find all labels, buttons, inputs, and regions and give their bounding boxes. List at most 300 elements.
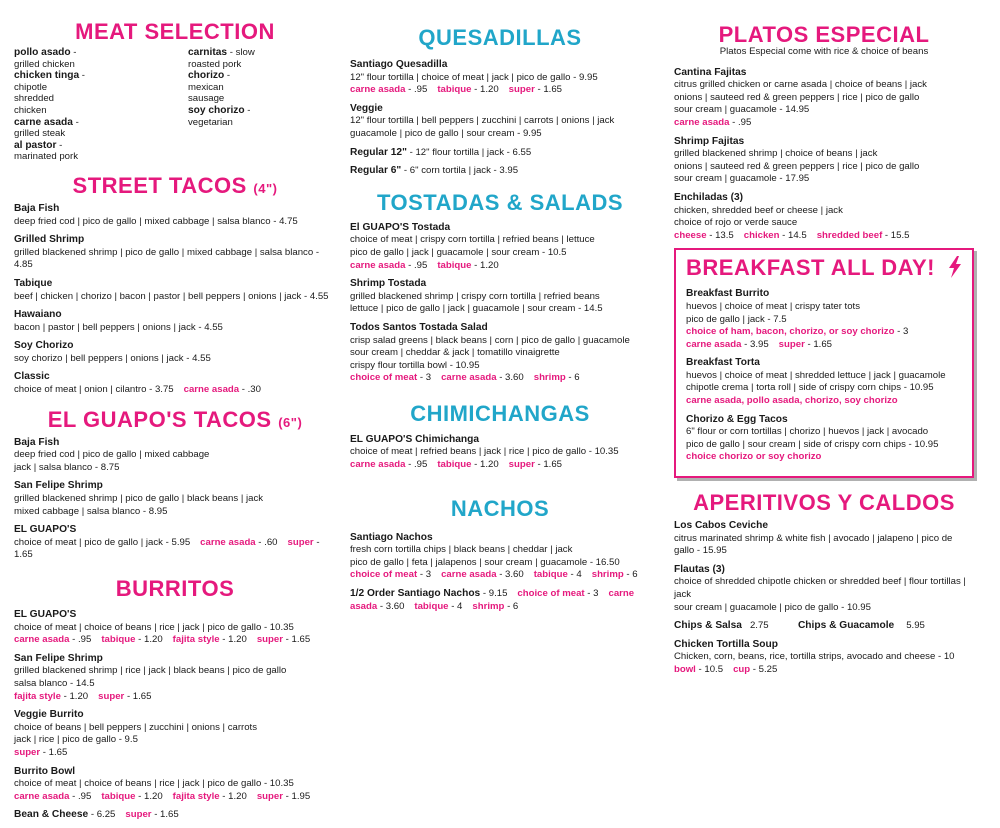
chips-salsa-name: Chips & Salsa	[674, 620, 742, 632]
column-left	[14, 0, 336, 828]
item-desc: citrus marinated shrimp & white fish | avocado | jalapeno | pico de gallo - 15.95	[674, 532, 953, 557]
meat-entry	[14, 117, 88, 140]
modifier-label: carne asada	[350, 459, 406, 471]
modifier-price: - .95	[729, 116, 752, 128]
item-name: Todos Santos Tostada Salad	[350, 321, 488, 333]
item-name-line	[14, 480, 336, 493]
modifier-price: - 1.65	[124, 690, 152, 702]
breakfast-box	[674, 248, 974, 478]
item-name: Classic	[14, 371, 50, 383]
item-desc: huevos | choice of meat | crispy tater tots	[686, 300, 861, 312]
item-desc: pico de gallo | sour cream | side of crispy corn chips - 10.95	[686, 438, 939, 450]
item-name-line	[14, 524, 336, 537]
nachos-title: NACHOS	[450, 495, 550, 521]
item-name: EL GUAPO'S	[14, 524, 77, 536]
item-note	[686, 395, 962, 408]
modifier-label: super	[125, 809, 152, 821]
item-name: Breakfast Burrito	[686, 288, 770, 300]
modifier-label: shrimp	[472, 600, 505, 612]
menu-item	[674, 192, 974, 242]
item-name-line	[350, 322, 650, 335]
item-modifiers	[14, 747, 336, 760]
burritos-title: BURRITOS	[115, 576, 235, 601]
meat-desc: - chipotle shredded chicken	[14, 70, 85, 116]
item-desc: deep fried cod | pico de gallo | mixed cabbage | salsa blanco - 4.75	[14, 215, 298, 227]
modifier-price: - .95	[69, 634, 92, 646]
item-price: - 6.25	[88, 809, 116, 821]
item-modifiers	[350, 569, 650, 582]
item-desc: sour cream | guacamole - 14.95	[674, 104, 810, 116]
item-price: - 9.15	[480, 588, 508, 600]
modifier-price: - 1.95	[282, 790, 311, 802]
meat-entry	[14, 140, 88, 163]
modifier-label: tabique	[437, 259, 472, 271]
item-name: Shrimp Fajitas	[674, 135, 745, 147]
modifier-price: - 3.60	[496, 569, 524, 581]
item-desc: grilled blackened shrimp | pico de gallo | black beans | jack	[14, 493, 264, 505]
menu-item	[14, 524, 336, 562]
item-name-line	[14, 371, 336, 384]
soup-mods	[674, 664, 974, 677]
item-name-line	[686, 288, 962, 301]
item-name-line	[686, 357, 962, 370]
menu-item	[350, 278, 650, 316]
item-desc: sour cream | guacamole - 17.95	[674, 173, 810, 185]
street-tacos-size: (4")	[253, 180, 278, 196]
meat-list-left	[14, 47, 162, 163]
modifier-price: - 1.65	[14, 536, 320, 561]
menu-item	[14, 234, 336, 272]
meat-entry	[188, 47, 262, 70]
item-desc: salsa blanco - 14.5	[14, 677, 95, 689]
item-name-line	[14, 709, 336, 722]
item-name-line	[350, 588, 650, 613]
modifier-label: chicken	[743, 229, 780, 241]
item-desc: choice of rojo or verde sauce	[674, 217, 798, 229]
modifier-price: - 1.20	[471, 459, 499, 471]
modifier-price: - 3.95	[741, 338, 769, 350]
menu-item	[350, 59, 650, 97]
quesadillas-list	[350, 59, 650, 178]
item-name-line	[14, 203, 336, 216]
platos-subtitle: Platos Especial come with rice & choice of beans	[719, 46, 929, 57]
menu-item	[14, 809, 336, 822]
column-right	[674, 0, 974, 683]
item-name-line	[350, 278, 650, 291]
item-name-line	[14, 809, 336, 822]
menu-item	[674, 67, 974, 130]
menu-item	[674, 520, 974, 558]
column-middle	[350, 0, 650, 619]
item-name-line	[14, 309, 336, 322]
item-name: San Felipe Shrimp	[14, 652, 103, 664]
menu-item	[350, 532, 650, 582]
tostadas-title: TOSTADAS & SALADS	[376, 189, 624, 215]
meat-desc: - marinated pork	[14, 139, 78, 163]
item-name-line	[14, 340, 336, 353]
item-name: Chorizo & Egg Tacos	[686, 413, 788, 425]
menu-item	[14, 609, 336, 647]
menu-item	[14, 437, 336, 475]
tostadas-list	[350, 222, 650, 385]
modifier-label: fajita style	[172, 634, 220, 646]
modifier-price: - .60	[255, 536, 278, 548]
item-name-line	[674, 192, 974, 205]
menu-item	[14, 653, 336, 703]
chips-salsa-price: 2.75	[749, 620, 769, 632]
item-desc: choice of meat | choice of beans | rice | jack | pico de gallo - 10.35	[14, 621, 294, 633]
item-name: Baja Fish	[14, 202, 60, 214]
item-note	[686, 451, 962, 464]
modifier-label: carne asada	[674, 116, 730, 128]
menu-item	[350, 165, 650, 178]
modifier-price: - 4	[448, 600, 463, 612]
item-name-line	[350, 434, 650, 447]
item-name-line	[350, 103, 650, 116]
item-desc: beef | chicken | chorizo | bacon | pastor | bell peppers | onions | jack - 4.55	[14, 290, 329, 302]
meat-entry	[14, 47, 88, 70]
modifier-price: - 6	[623, 569, 638, 581]
item-name: Veggie Burrito	[14, 709, 84, 721]
item-desc: chipotle crema | torta roll | side of crispy corn chips - 10.95	[686, 382, 934, 394]
item-modifiers	[14, 634, 336, 647]
item-name: Flautas (3)	[674, 563, 725, 575]
item-modifiers	[686, 339, 962, 352]
item-name-line	[674, 136, 974, 149]
meat-desc: - grilled chicken	[14, 47, 77, 70]
meat-name: pollo asado	[14, 47, 71, 58]
menu-item	[674, 136, 974, 186]
item-name: EL GUAPO'S	[14, 609, 77, 620]
modifier-label: choice of meat	[517, 588, 585, 600]
chips-row	[674, 620, 974, 633]
soup-desc: Chicken, corn, beans, rice, tortilla strips, avocado and cheese - 10	[674, 651, 955, 663]
item-desc: grilled blackened shrimp | choice of beans | jack	[674, 148, 878, 160]
menu-item	[14, 203, 336, 228]
item-modifiers	[14, 691, 336, 704]
street-tacos-title	[14, 172, 336, 198]
menu-item	[14, 766, 336, 804]
modifier-price: - .95	[405, 259, 428, 271]
modifier-price: - 1.20	[471, 84, 499, 96]
item-name-line	[350, 59, 650, 72]
item-name-line	[14, 766, 336, 779]
item-desc: pico de gallo | feta | jalapenos | sour cream | guacamole - 16.50	[350, 556, 620, 568]
street-tacos-list	[14, 203, 336, 397]
modifier-label: tabique	[437, 84, 472, 96]
modifier-label: tabique	[437, 459, 472, 471]
meat-entry	[188, 105, 262, 128]
item-name-line	[14, 653, 336, 666]
modifier-price: - 1.65	[151, 809, 179, 821]
item-name: 1/2 Order Santiago Nachos	[350, 588, 481, 600]
item-name: Santiago Nachos	[350, 531, 433, 543]
modifier-label: cup	[733, 663, 751, 675]
modifier-label: super	[778, 338, 805, 350]
platos-list	[674, 67, 974, 243]
modifier-label: super	[508, 84, 535, 96]
menu-item	[686, 357, 962, 407]
modifier-label: carne asada	[183, 384, 240, 396]
item-name-line	[674, 520, 974, 533]
item-name: Burrito Bowl	[14, 765, 76, 777]
chips-guac-price: 5.95	[906, 620, 925, 632]
item-desc: sour cream | cheddar & jack | tomatillo vinaigrette	[350, 347, 560, 359]
item-name: Regular 12"	[350, 146, 407, 158]
menu-item	[350, 588, 650, 613]
modifier-label: carne asada	[14, 634, 70, 646]
menu-item	[14, 309, 336, 334]
item-desc: grilled blackened shrimp | crispy corn tortilla | refried beans	[350, 290, 600, 302]
breakfast-list	[686, 288, 962, 464]
item-name: Los Cabos Ceviche	[674, 520, 768, 532]
chimichangas-title: CHIMICHANGAS	[410, 400, 590, 426]
modifier-label: choice of meat	[350, 569, 418, 581]
item-desc: crispy flour tortilla bowl - 10.95	[350, 359, 480, 371]
modifier-label: carne asada	[350, 588, 635, 612]
note-text: choice chorizo or soy chorizo	[686, 451, 822, 463]
modifier-price: - 3.60	[377, 600, 405, 612]
menu-item	[674, 564, 974, 614]
modifier-price: - 1.65	[40, 746, 68, 758]
item-inline-desc: - 12" flour tortilla | jack - 6.55	[406, 146, 532, 158]
meat-selection-title: MEAT SELECTION	[75, 19, 275, 44]
item-name-line	[674, 564, 974, 577]
item-desc: choice of meat | crispy corn tortilla | refried beans | lettuce	[350, 234, 595, 246]
modifier-price: - 1.65	[804, 338, 833, 350]
modifier-price: - 5.25	[750, 663, 778, 675]
item-desc: mixed cabbage | salsa blanco - 8.95	[14, 505, 168, 517]
modifier-label: carne asada	[14, 790, 70, 802]
item-desc: huevos | choice of meat | shredded lettuce | jack | guacamole	[686, 369, 946, 381]
item-desc: deep fried cod | pico de gallo | mixed cabbage	[14, 449, 210, 461]
modifier-label: fajita style	[172, 790, 220, 802]
menu-item	[14, 340, 336, 365]
item-name: San Felipe Shrimp	[14, 480, 103, 492]
item-desc: onions | sauteed red & green peppers | rice | pico de gallo	[674, 160, 920, 172]
item-note	[686, 326, 962, 339]
soup-name: Chicken Tortilla Soup	[674, 638, 778, 650]
item-modifiers	[350, 459, 650, 472]
modifier-price: - .30	[239, 384, 261, 396]
modifier-price: - 3	[417, 372, 432, 384]
modifier-price: - 1.65	[282, 634, 311, 646]
note-price: - 3	[894, 326, 909, 338]
item-name-line	[350, 147, 650, 160]
modifier-price: - 1.20	[135, 634, 163, 646]
modifier-price: - 1.65	[534, 459, 563, 471]
modifier-label: shredded beef	[816, 229, 883, 241]
modifier-label: super	[14, 746, 41, 758]
meat-desc: - mexican sausage	[188, 70, 231, 105]
item-name: Soy Chorizo	[14, 340, 74, 352]
item-desc: choice of shredded chipotle chicken or shredded beef | flour tortillas | jack	[674, 576, 966, 600]
item-desc: fresh corn tortilla chips | black beans | cheddar | jack	[350, 544, 573, 556]
meat-entry	[188, 70, 262, 105]
item-name: Cantina Fajitas	[674, 66, 747, 78]
modifier-price: - 3	[417, 569, 432, 581]
modifier-price: - 10.5	[695, 663, 724, 675]
item-desc: jack | salsa blanco - 8.75	[14, 461, 120, 473]
modifier-price: - 1.20	[60, 690, 89, 702]
item-desc: pico de gallo | jack | guacamole | sour cream - 10.5	[350, 246, 567, 258]
modifier-label: super	[256, 634, 283, 646]
platos-title: PLATOS ESPECIAL	[718, 22, 930, 47]
menu-item	[14, 371, 336, 396]
modifier-label: tabique	[101, 634, 136, 646]
modifier-label: carne asada	[441, 372, 497, 384]
quesadillas-title: QUESADILLAS	[418, 25, 582, 50]
modifier-label: carne asada	[200, 536, 256, 548]
item-name: Bean & Cheese	[14, 809, 89, 821]
item-name: Hawaiano	[14, 309, 62, 321]
modifier-label: tabique	[414, 600, 449, 612]
modifier-label: carne asada	[350, 84, 406, 96]
aperitivos-list	[674, 520, 974, 614]
item-desc: grilled blackened shrimp | pico de gallo | mixed cabbage | salsa blanco - 4.85	[14, 246, 320, 271]
el-guapo-tacos-size: (6")	[278, 414, 303, 430]
meat-name: carnitas	[188, 47, 228, 58]
aperitivos-title: APERITIVOS Y CALDOS	[693, 490, 955, 516]
breakfast-title-text: BREAKFAST ALL DAY!	[686, 255, 935, 281]
item-desc: guacamole | pico de gallo | sour cream - 9.95	[350, 127, 542, 139]
modifier-label: super	[98, 690, 125, 702]
modifier-label: super	[256, 790, 283, 802]
modifier-price: - 3	[584, 588, 599, 600]
item-modifiers	[674, 117, 974, 130]
modifier-price: - 1.65	[534, 84, 563, 96]
menu-item	[350, 103, 650, 141]
modifier-label: tabique	[533, 569, 568, 581]
meat-desc: - slow roasted pork	[188, 47, 255, 70]
chimichangas-list	[350, 434, 650, 472]
modifier-label: carne asada	[686, 338, 742, 350]
item-inline-desc: - 6" corn tortila | jack - 3.95	[401, 165, 519, 177]
item-desc: chicken, shredded beef or cheese | jack	[674, 204, 843, 216]
item-desc: crisp salad greens | black beans | corn | pico de gallo | guacamole	[350, 334, 630, 346]
nachos-list	[350, 532, 650, 614]
meat-name: al pastor	[14, 139, 57, 151]
menu-item	[14, 709, 336, 759]
modifier-label: carne asada	[441, 569, 497, 581]
meat-name: carne asada	[14, 116, 73, 128]
item-name: El GUAPO'S Tostada	[350, 221, 451, 233]
item-name: Veggie	[350, 102, 383, 114]
item-desc: choice of meat | refried beans | jack | rice | pico de gallo - 10.35	[350, 446, 619, 458]
modifier-label: shrimp	[591, 569, 624, 581]
item-desc: choice of meat | choice of beans | rice | jack | pico de gallo - 10.35	[14, 778, 294, 790]
chips-guac-name: Chips & Guacamole	[797, 620, 895, 632]
menu-item	[350, 434, 650, 472]
item-desc: choice of meat | pico de gallo | jack - 5.95 carne asada - .60 super - 1.65	[14, 536, 320, 561]
modifier-label: fajita style	[14, 690, 61, 702]
modifier-label: super	[287, 536, 314, 548]
modifier-label: super	[508, 459, 535, 471]
item-name-line	[674, 67, 974, 80]
menu-item	[686, 288, 962, 351]
item-desc: lettuce | pico de gallo | jack | guacamole | sour cream - 14.5	[350, 303, 603, 315]
modifier-price: - 6	[504, 600, 519, 612]
modifier-price: - 1.20	[135, 790, 163, 802]
street-tacos-title-text: STREET TACOS	[72, 172, 247, 198]
item-name: EL GUAPO'S Chimichanga	[350, 433, 480, 445]
modifier-price: - 4	[567, 569, 582, 581]
item-modifiers	[14, 791, 336, 804]
item-desc: choice of beans | bell peppers | zucchini | onions | carrots	[14, 721, 258, 733]
item-desc: 12" flour tortilla | bell peppers | zucchini | carrots | onions | jack	[350, 115, 615, 127]
breakfast-title	[686, 256, 962, 282]
el-guapo-tacos-title	[14, 406, 336, 432]
meat-list-right	[162, 47, 336, 163]
meat-selection-list	[14, 47, 336, 163]
meat-name: chorizo	[188, 70, 225, 82]
meat-name: chicken tinga	[14, 70, 80, 82]
modifier-label: shrimp	[533, 372, 566, 384]
modifier-price: - 14.5	[779, 229, 807, 241]
item-name-line	[350, 532, 650, 545]
item-modifiers	[350, 260, 650, 273]
item-modifiers	[350, 84, 650, 97]
burritos-list	[14, 609, 336, 822]
item-desc: pico de gallo | jack - 7.5	[686, 313, 787, 325]
item-modifiers	[350, 372, 650, 385]
item-name-line	[350, 165, 650, 178]
menu-item	[14, 278, 336, 303]
item-name-line	[686, 414, 962, 427]
modifier-label: cheese	[674, 229, 707, 241]
soup-item	[674, 639, 974, 677]
meat-desc: - grilled steak	[14, 116, 79, 140]
item-name: Tabique	[14, 277, 53, 289]
modifier-label: bowl	[674, 663, 696, 675]
item-desc: sour cream | guacamole | pico de gallo - 10.95	[674, 601, 871, 613]
modifier-price: - .95	[405, 84, 428, 96]
item-name-line	[350, 222, 650, 235]
modifier-price: - 6	[565, 372, 580, 384]
item-name: Baja Fish	[14, 436, 60, 448]
item-name-line	[14, 278, 336, 291]
item-desc: jack | rice | pico de gallo - 9.5	[14, 734, 138, 746]
menu-item	[350, 222, 650, 272]
menu-item	[350, 147, 650, 160]
item-desc: citrus grilled chicken or carne asada | choice of beans | jack	[674, 79, 927, 91]
item-desc: 6" flour or corn tortillas | chorizo | huevos | jack | avocado	[686, 426, 929, 438]
modifier-price: - 3.60	[496, 372, 524, 384]
modifier-price: - 13.5	[706, 229, 734, 241]
item-name: Enchiladas (3)	[674, 191, 744, 203]
item-desc: 12" flour tortilla | choice of meat | jack | pico de gallo - 9.95	[350, 71, 598, 83]
modifier-label: tabique	[101, 790, 136, 802]
modifier-label: carne asada	[350, 259, 406, 271]
note-text: carne asada, pollo asada, chorizo, soy chorizo	[686, 395, 898, 407]
meat-entry	[14, 70, 88, 116]
modifier-price: - .95	[405, 459, 428, 471]
modifier-price: - 1.20	[471, 259, 499, 271]
item-desc: soy chorizo | bell peppers | onions | jack - 4.55	[14, 352, 211, 364]
menu-item	[686, 414, 962, 464]
modifier-price: - .95	[69, 790, 92, 802]
item-desc: choice of meat | onion | cilantro - 3.75 carne asada - .30	[14, 384, 261, 396]
item-name: Grilled Shrimp	[14, 234, 85, 246]
menu-item	[14, 480, 336, 518]
meat-name: soy chorizo	[188, 104, 245, 116]
item-name: Breakfast Torta	[686, 357, 760, 369]
modifier-price: - 1.20	[219, 634, 247, 646]
meat-desc: - vegetarian	[188, 104, 251, 128]
item-desc: grilled blackened shrimp | rice | jack | black beans | pico de gallo	[14, 665, 287, 677]
el-guapo-tacos-list	[14, 437, 336, 562]
modifier-label: choice of meat	[350, 372, 418, 384]
